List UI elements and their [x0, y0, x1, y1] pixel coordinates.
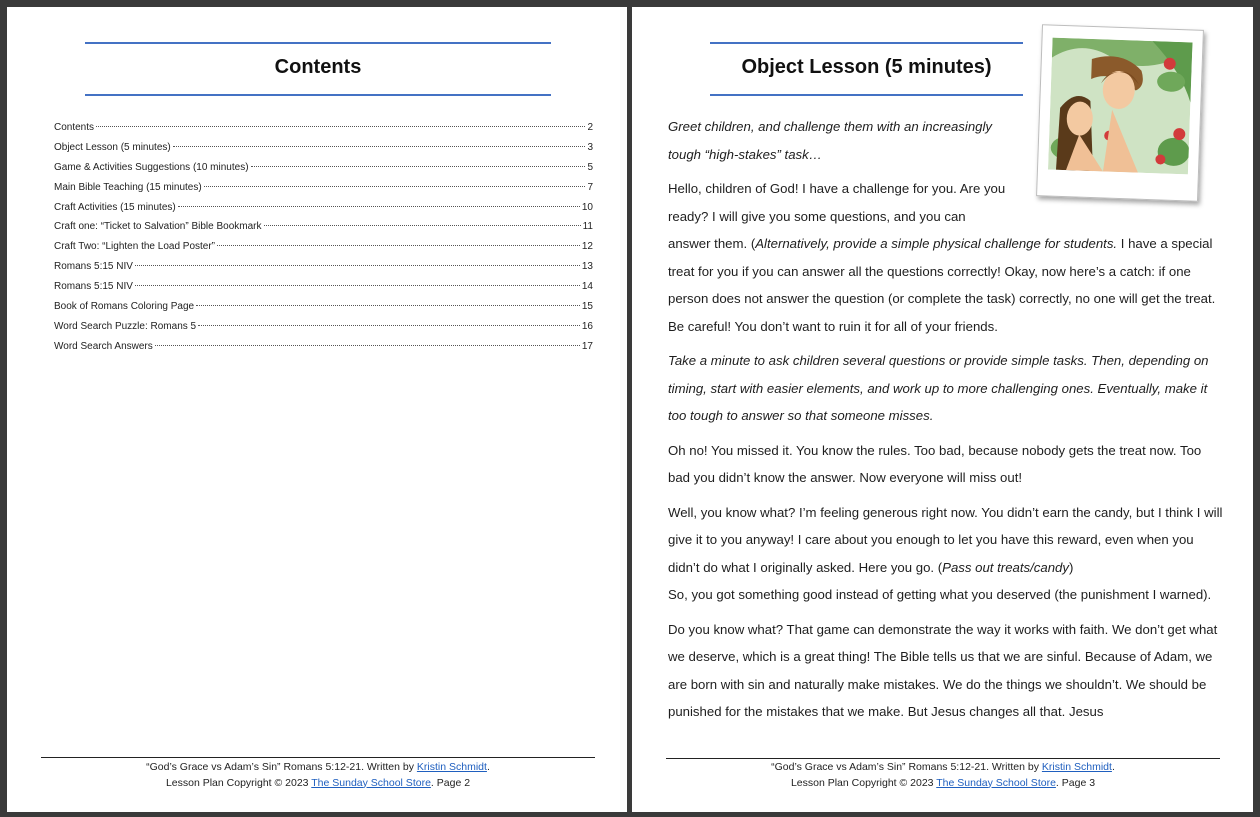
- toc-entry[interactable]: [54, 198, 593, 218]
- toc-leader-dots: [264, 225, 581, 226]
- page-title: Object Lesson (5 minutes): [741, 56, 992, 78]
- toc-entry[interactable]: [54, 118, 593, 138]
- title-bottom-rule: [85, 94, 551, 96]
- instruction-line-1: Greet children, and challenge them with an increasingly: [668, 119, 993, 134]
- toc-leader-dots: [155, 345, 580, 346]
- footer-page-number: . Page 3: [1055, 776, 1096, 789]
- toc-entry-title: Contents: [54, 122, 95, 133]
- toc-entry-title: Main Bible Teaching (15 minutes): [54, 181, 202, 193]
- toc-leader-dots: [173, 146, 586, 147]
- footer-line1-end: .: [486, 761, 490, 773]
- footer-credit-text: “God’s Grace vs Adam’s Sin” Romans 5:12-21. Written by: [771, 761, 1042, 773]
- generous-text-a: Well, you know what? I’m feeling generous right now. You didn’t earn the candy, but I think I will give it to you anyway! I care about you enough to let you have this reward, even when you didn’t do what I originally asked. Here you go. (: [668, 504, 1223, 575]
- footer-line-1: [666, 760, 1220, 776]
- page-right: [632, 7, 1253, 812]
- toc-entry[interactable]: [54, 237, 593, 257]
- toc-entry[interactable]: [54, 337, 593, 357]
- toc-entry-title: Game & Activities Suggestions (10 minutes): [54, 161, 249, 173]
- page-left: [7, 7, 627, 812]
- toc-entry[interactable]: [54, 257, 593, 277]
- toc-entry-title: Romans 5:15 NIV: [54, 281, 133, 293]
- footer-credit-text: “God’s Grace vs Adam’s Sin” Romans 5:12-21. Written by: [146, 761, 417, 773]
- toc-entry-page: 5: [587, 161, 593, 173]
- toc-entry-page: 7: [587, 181, 593, 193]
- toc-leader-dots: [135, 265, 580, 266]
- paragraph-challenge: [668, 175, 1223, 340]
- page-title: Contents: [274, 56, 362, 78]
- toc-entry[interactable]: [54, 317, 593, 337]
- toc-entry-title: Romans 5:15 NIV: [54, 261, 133, 273]
- challenge-alt-italic: Alternatively, provide a simple physical challenge for students.: [755, 236, 1118, 251]
- toc-leader-dots: [96, 126, 585, 127]
- toc-leader-dots: [198, 325, 580, 326]
- footer-line-2: [666, 776, 1220, 792]
- toc-entry[interactable]: [54, 138, 593, 158]
- toc-entry-page: 3: [587, 141, 593, 153]
- generous-line-2: So, you got something good instead of getting what you deserved (the punishment I warned).: [668, 587, 1212, 602]
- toc-entry-page: 16: [581, 320, 593, 332]
- challenge-line-2: ready? I will give you some questions, and you can: [668, 208, 966, 224]
- footer: [41, 760, 595, 791]
- generous-italic: Pass out treats/candy: [942, 559, 1069, 575]
- toc-entry[interactable]: [54, 297, 593, 317]
- title-top-rule: [710, 42, 1023, 44]
- footer: [666, 760, 1220, 791]
- instruction-line-2: tough “high-stakes” task…: [668, 146, 822, 162]
- challenge-rest-b: I have a special treat for you if you can answer all the questions correctly! Okay, now here’s a catch: if one person does not answer the question (or complete the task) correctly, no one will get the treat. Be careful! You don’t want to ruin it for all of your friends.: [668, 236, 1216, 334]
- toc-entry[interactable]: [54, 158, 593, 178]
- paragraph-missed: Oh no! You missed it. You know the rules. Too bad, because nobody gets the treat now. Too bad you didn’t know the answer. Now everyone will miss out!: [668, 442, 1202, 485]
- toc-entry-page: 10: [581, 201, 593, 213]
- challenge-line-1: Hello, children of God! I have a challenge for you. Are you: [668, 181, 1006, 196]
- toc-entry-page: 2: [587, 122, 593, 133]
- toc-entry-page: 15: [581, 301, 593, 313]
- challenge-rest-a: answer them. (: [668, 236, 756, 251]
- title-top-rule: [85, 42, 551, 44]
- toc-leader-dots: [204, 186, 586, 187]
- toc-entry[interactable]: [54, 178, 593, 198]
- toc-entry-page: 13: [581, 261, 593, 273]
- instruction-greet: [668, 113, 1018, 168]
- footer-copyright-text: Lesson Plan Copyright © 2023: [790, 776, 937, 789]
- toc-entry-page: 14: [581, 281, 593, 293]
- footer-copyright-text: Lesson Plan Copyright © 2023: [165, 776, 312, 789]
- toc-leader-dots: [196, 305, 580, 306]
- toc-entry-title: Word Search Puzzle: Romans 5: [54, 320, 197, 332]
- footer-rule: [666, 758, 1220, 759]
- store-link[interactable]: The Sunday School Store: [936, 776, 1056, 789]
- toc-entry-page: 12: [581, 241, 593, 253]
- paragraph-generous: [668, 499, 1223, 609]
- table-of-contents: [54, 118, 593, 357]
- toc-entry-page: 11: [582, 221, 593, 233]
- lesson-body: [668, 113, 1223, 733]
- footer-rule: [41, 757, 595, 758]
- toc-entry[interactable]: [54, 277, 593, 297]
- toc-entry-title: Craft Activities (15 minutes): [54, 201, 176, 213]
- toc-entry-title: Word Search Answers: [54, 340, 153, 352]
- store-link[interactable]: The Sunday School Store: [311, 776, 431, 789]
- toc-leader-dots: [251, 166, 586, 167]
- instruction-questions-text: Take a minute to ask children several questions or provide simple tasks. Then, depending on timing, start with easier elements, and work up to more challenging ones. Eventually, make it too tough to answer so that someone misses.: [668, 353, 1209, 423]
- paragraph-faith: Do you know what? That game can demonstrate the way it works with faith. We don’t get what we deserve, which is a great thing! The Bible tells us that we are sinful. Because of Adam, we are born with sin and naturally make mistakes. We do the things we shouldn’t. We should be punished for the mistakes that we make. But Jesus changes all that. Jesus: [668, 621, 1218, 719]
- toc-entry-page: 17: [581, 340, 593, 352]
- toc-entry-title: Craft Two: “Lighten the Load Poster”: [54, 241, 216, 253]
- toc-leader-dots: [135, 285, 580, 286]
- toc-entry-title: Book of Romans Coloring Page: [54, 301, 195, 313]
- toc-entry-title: Craft one: “Ticket to Salvation” Bible Bookmark: [54, 221, 262, 233]
- toc-leader-dots: [178, 206, 580, 207]
- footer-line1-end: .: [1111, 761, 1115, 773]
- title-bottom-rule: [710, 94, 1023, 96]
- author-link[interactable]: Kristin Schmidt: [416, 761, 487, 773]
- toc-leader-dots: [217, 245, 580, 246]
- toc-entry[interactable]: [54, 217, 593, 237]
- generous-text-b: ): [1068, 559, 1074, 575]
- author-link[interactable]: Kristin Schmidt: [1041, 761, 1112, 773]
- footer-page-number: . Page 2: [430, 776, 471, 789]
- toc-entry-title: Object Lesson (5 minutes): [54, 141, 171, 153]
- instruction-questions: [668, 347, 1223, 430]
- footer-line-1: [41, 760, 595, 776]
- footer-line-2: [41, 776, 595, 792]
